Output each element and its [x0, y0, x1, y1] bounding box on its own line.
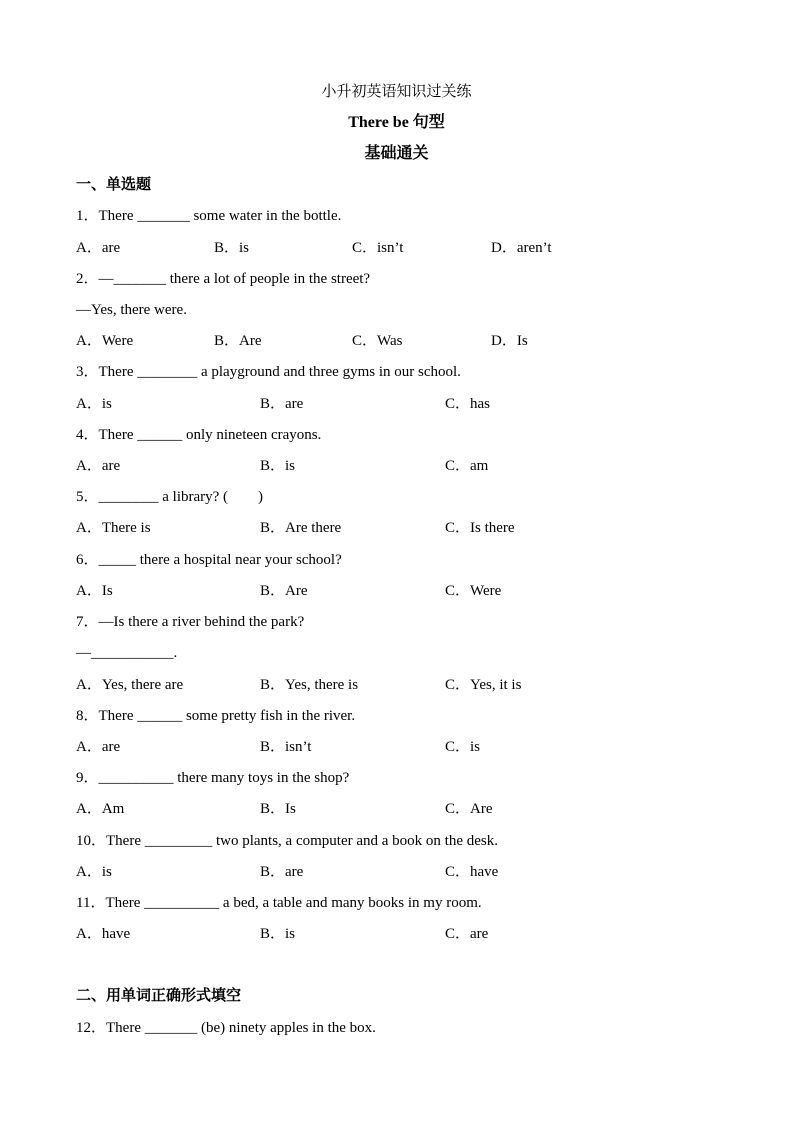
option-c: C．Was	[352, 333, 403, 349]
option-b: B．Are	[260, 583, 308, 599]
option-a: A．Am	[76, 801, 125, 817]
question-stem: 4．There ______ only nineteen crayons.	[76, 427, 322, 443]
option-b: B．are	[260, 396, 304, 412]
document-title: 小升初英语知识过关练	[321, 84, 472, 100]
option-c: C．Yes, it is	[445, 677, 522, 693]
question-stem: 9．__________ there many toys in the shop?	[76, 770, 350, 786]
document-subtitle: There be 句型	[348, 114, 445, 131]
question-stem: 12．There _______ (be) ninety apples in the box.	[76, 1020, 376, 1036]
option-c: C．has	[445, 396, 491, 412]
option-a: A．There is	[76, 520, 151, 536]
option-a: A．are	[76, 240, 121, 256]
option-d: D．aren’t	[491, 240, 552, 256]
option-c: C．Were	[445, 583, 502, 599]
option-d: D．Is	[491, 333, 528, 349]
option-c: C．Are	[445, 801, 493, 817]
option-a: A．Yes, there are	[76, 677, 184, 693]
option-b: B．is	[260, 458, 296, 474]
option-b: B．Are	[214, 333, 262, 349]
option-a: A．Were	[76, 333, 134, 349]
option-b: B．Is	[260, 801, 296, 817]
question-stem: 11．There __________ a bed, a table and many books in my room.	[76, 895, 482, 911]
option-b: B．is	[260, 926, 296, 942]
option-a: A．are	[76, 739, 121, 755]
question-answer-line: —Yes, there were.	[76, 302, 187, 318]
question-stem: 3．There ________ a playground and three gyms in our school.	[76, 364, 461, 380]
option-b: B．Are there	[260, 520, 342, 536]
question-stem: 8．There ______ some pretty fish in the river.	[76, 708, 356, 724]
question-stem: 10．There _________ two plants, a computer and a book on the desk.	[76, 833, 498, 849]
option-c: C．is	[445, 739, 481, 755]
option-b: B．is	[214, 240, 250, 256]
question-stem: 5．________ a library? ( )	[76, 489, 264, 505]
question-stem: 2．—_______ there a lot of people in the street?	[76, 271, 371, 287]
option-c: C．am	[445, 458, 489, 474]
question-stem: 7．—Is there a river behind the park?	[76, 614, 305, 630]
option-a: A．are	[76, 458, 121, 474]
document-level: 基础通关	[364, 145, 429, 162]
option-a: A．Is	[76, 583, 113, 599]
option-c: C．have	[445, 864, 499, 880]
section-heading-single-choice: 一、单选题	[76, 177, 152, 193]
option-a: A．is	[76, 396, 112, 412]
option-a: A．have	[76, 926, 131, 942]
option-c: C．are	[445, 926, 489, 942]
option-b: B．are	[260, 864, 304, 880]
option-c: C．Is there	[445, 520, 515, 536]
option-b: B．isn’t	[260, 739, 312, 755]
question-answer-line: —___________.	[76, 645, 178, 661]
question-stem: 1．There _______ some water in the bottle.	[76, 208, 342, 224]
section-heading-fill-in: 二、用单词正确形式填空	[76, 988, 242, 1004]
option-b: B．Yes, there is	[260, 677, 359, 693]
option-a: A．is	[76, 864, 112, 880]
question-stem: 6．_____ there a hospital near your school?	[76, 552, 342, 568]
option-c: C．isn’t	[352, 240, 404, 256]
